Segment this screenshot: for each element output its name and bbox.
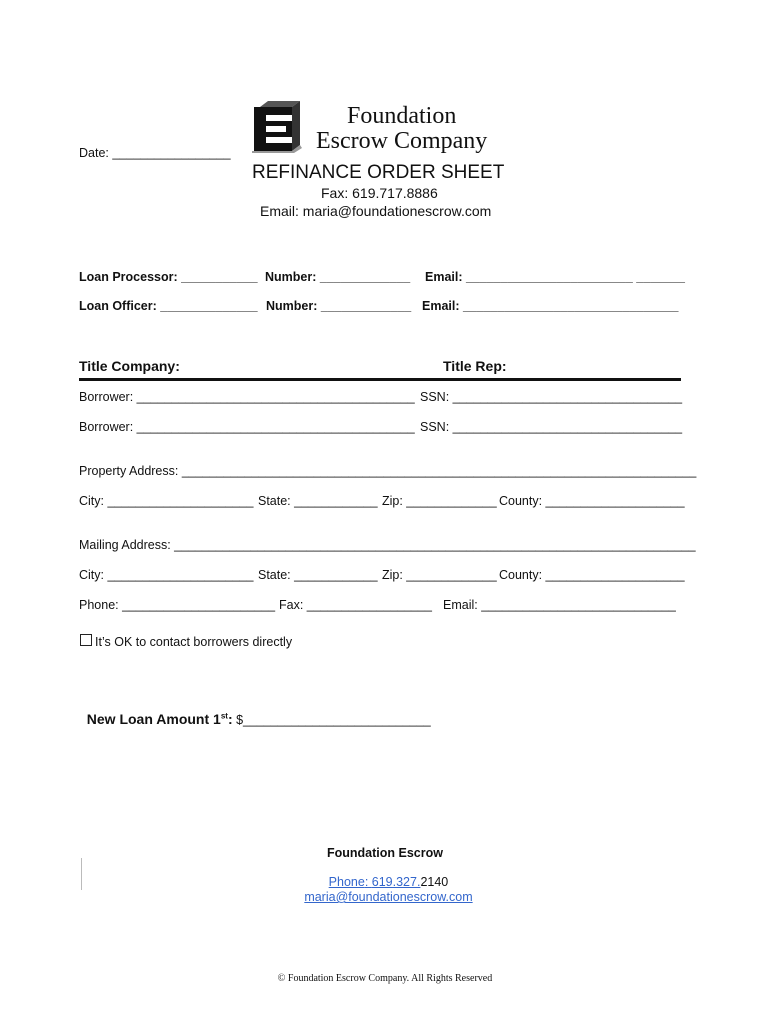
property-city-field[interactable]: City: _____________________ (79, 494, 254, 508)
footer-email-row (0, 876, 770, 904)
borrower-1-ssn-field[interactable]: SSN: _________________________________ (420, 390, 683, 404)
fax-field[interactable]: Fax: __________________ (279, 598, 432, 612)
footer-phone-rest: 2140 (420, 875, 449, 889)
logo-e-icon (252, 101, 302, 153)
mailing-county-field[interactable]: County: ____________________ (499, 568, 685, 582)
contact-ok-checkbox[interactable] (80, 634, 92, 646)
contact-ok-label: It’s OK to contact borrowers directly (95, 635, 293, 649)
copyright-notice: © Foundation Escrow Company. All Rights Reserved (277, 973, 493, 984)
mailing-zip-field[interactable]: Zip: _____________ (382, 568, 497, 582)
mailing-city-field[interactable]: City: _____________________ (79, 568, 254, 582)
property-county-field[interactable]: County: ____________________ (499, 494, 685, 508)
section-divider (79, 378, 681, 381)
new-loan-amount-colon: : (227, 711, 233, 727)
loan-processor-email-field[interactable]: Email: ________________________ _______ (425, 270, 685, 284)
footer-phone-separator[interactable]: : (364, 875, 372, 889)
logo-line-2: Escrow Company (316, 128, 488, 154)
new-loan-amount-field[interactable] (79, 695, 431, 727)
footer-phone-label-link[interactable]: Phone (328, 875, 365, 889)
loan-officer-number-field[interactable]: Number: _____________ (266, 299, 412, 313)
title-company-label: Title Company: (79, 358, 180, 374)
new-loan-amount-value: $___________________________ (232, 713, 431, 727)
mailing-state-field[interactable]: State: ____________ (258, 568, 378, 582)
title-rep-label: Title Rep: (443, 358, 507, 374)
footer-email-link[interactable]: maria@foundationescrow.com (304, 890, 473, 904)
footer-company: Foundation Escrow (327, 846, 443, 860)
date-field[interactable]: Date: _________________ (79, 146, 231, 160)
mailing-address-field[interactable]: Mailing Address: ___________________________________________________________________________ (79, 538, 696, 552)
loan-officer-field[interactable]: Loan Officer: ______________ (79, 299, 258, 313)
logo-line-1: Foundation (347, 103, 457, 129)
header-fax: Fax: 619.717.8886 (321, 185, 438, 201)
loan-officer-email-field[interactable]: Email: _______________________________ (422, 299, 679, 313)
page-title: REFINANCE ORDER SHEET (252, 162, 505, 183)
header-email: Email: maria@foundationescrow.com (260, 203, 492, 219)
borrower-2-field[interactable]: Borrower: ________________________________________ (79, 420, 415, 434)
property-zip-field[interactable]: Zip: _____________ (382, 494, 497, 508)
new-loan-amount-label: New Loan Amount 1 (86, 711, 221, 727)
borrower-2-ssn-field[interactable]: SSN: _________________________________ (420, 420, 683, 434)
company-logo (252, 101, 507, 156)
loan-processor-field[interactable]: Loan Processor: ___________ (79, 270, 258, 284)
footer-phone-link[interactable]: 619.327. (371, 875, 421, 889)
phone-field[interactable]: Phone: ______________________ (79, 598, 276, 612)
new-loan-amount-sup: st (220, 711, 228, 721)
email-field[interactable]: Email: ____________________________ (443, 598, 676, 612)
property-state-field[interactable]: State: ____________ (258, 494, 378, 508)
loan-processor-number-field[interactable]: Number: _____________ (265, 270, 411, 284)
borrower-1-field[interactable]: Borrower: ________________________________________ (79, 390, 415, 404)
property-address-field[interactable]: Property Address: __________________________________________________________________________ (79, 464, 697, 478)
